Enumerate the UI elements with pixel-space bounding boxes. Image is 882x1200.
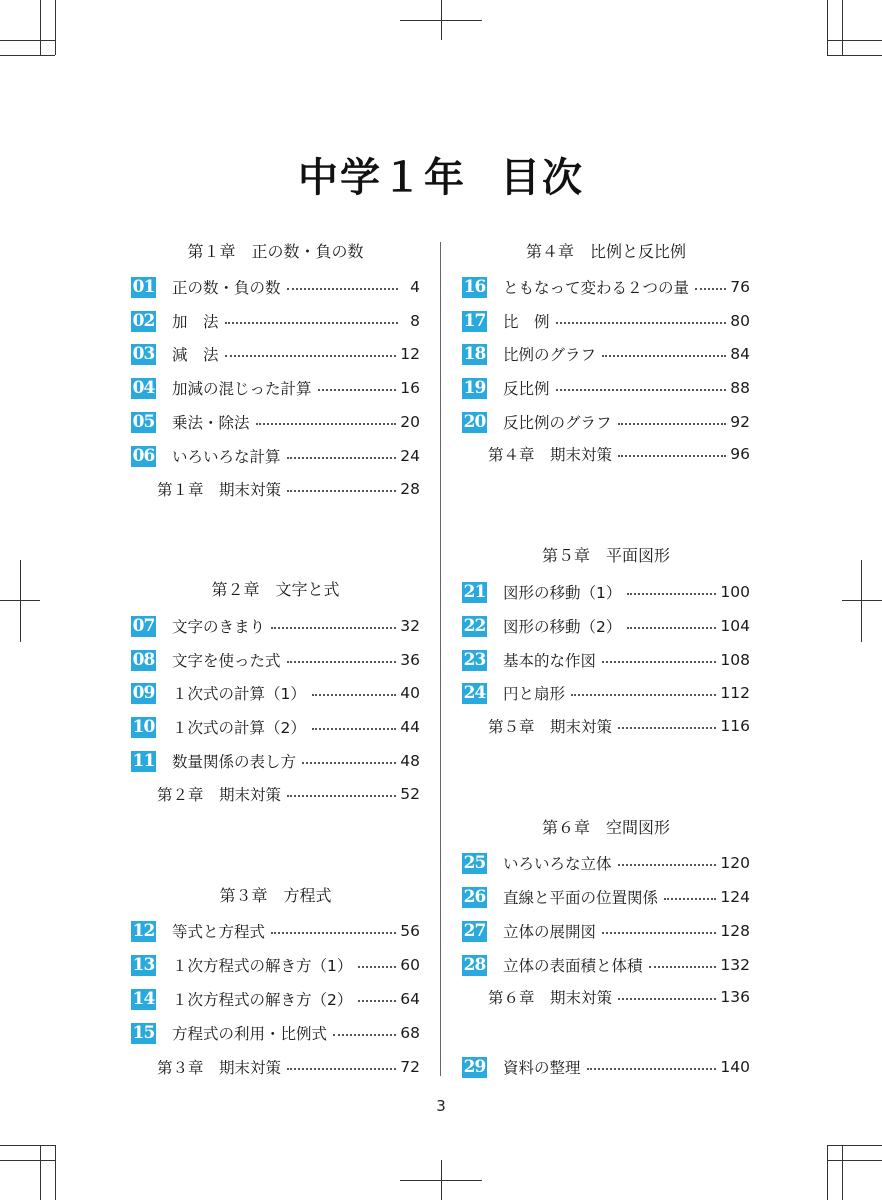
dot-leader xyxy=(587,1068,717,1070)
chapter-title: 方程式 xyxy=(283,886,332,905)
section-badge: 05 xyxy=(132,411,155,432)
toc-entry[interactable] xyxy=(462,682,750,704)
page-number: 52 xyxy=(400,785,420,803)
dot-leader xyxy=(287,661,397,663)
entry-label: 正の数・負の数 xyxy=(172,279,281,297)
crop-mark xyxy=(0,40,55,41)
chapter-title: 文字と式 xyxy=(275,580,340,599)
toc-review-entry[interactable] xyxy=(131,478,420,500)
title-sub: 目次 xyxy=(500,155,584,201)
toc-entry[interactable] xyxy=(131,343,420,365)
dot-leader xyxy=(318,389,397,391)
section-badge: 10 xyxy=(132,716,155,737)
page-number: 116 xyxy=(720,717,750,735)
dot-leader xyxy=(271,627,396,629)
dot-leader xyxy=(358,1000,396,1002)
crop-mark xyxy=(842,0,843,55)
entry-label: １次方程式の解き方（1） xyxy=(172,957,353,975)
entry-label: １次式の計算（1） xyxy=(172,685,306,703)
page-number: 96 xyxy=(730,445,750,463)
entry-label: 文字を使った式 xyxy=(172,652,281,670)
crop-mark xyxy=(55,0,56,55)
crop-mark xyxy=(0,1160,55,1161)
section-badge: 29 xyxy=(463,1056,486,1077)
toc-entry[interactable] xyxy=(462,276,750,298)
toc-entry[interactable] xyxy=(131,615,420,637)
dot-leader xyxy=(302,762,396,764)
section-badge: 17 xyxy=(463,310,486,331)
toc-entry[interactable] xyxy=(462,920,750,942)
chapter-title: 正の数・負の数 xyxy=(251,242,364,261)
chapter-number: 第５章 xyxy=(541,546,590,565)
page-number: 124 xyxy=(720,888,750,906)
page-number: 132 xyxy=(720,956,750,974)
dot-leader xyxy=(664,898,716,900)
chapter-heading xyxy=(131,580,420,600)
toc-entry[interactable] xyxy=(462,649,750,671)
dot-leader xyxy=(225,322,398,324)
entry-label: 第３章 期末対策 xyxy=(157,1059,282,1077)
toc-entry[interactable] xyxy=(131,716,420,738)
entry-label: 反比例 xyxy=(503,380,550,398)
dot-leader xyxy=(287,1068,396,1070)
toc-entry[interactable] xyxy=(131,920,420,942)
section-badge: 16 xyxy=(463,276,486,297)
toc-entry[interactable] xyxy=(131,445,420,467)
dot-leader xyxy=(695,288,726,290)
crop-mark xyxy=(55,1145,56,1200)
page-number: 108 xyxy=(720,651,750,669)
chapter-heading xyxy=(462,546,750,566)
dot-leader xyxy=(627,593,716,595)
section-badge: 06 xyxy=(132,445,155,466)
entry-label: 減 法 xyxy=(172,346,219,364)
page-number: 136 xyxy=(720,988,750,1006)
page-number: 100 xyxy=(720,583,750,601)
chapter-number: 第３章 xyxy=(219,886,268,905)
crop-mark xyxy=(20,560,21,642)
dot-leader xyxy=(618,998,716,1000)
chapter-number: 第２章 xyxy=(211,580,260,599)
page-number: 104 xyxy=(720,617,750,635)
section-badge: 18 xyxy=(463,343,486,364)
dot-leader xyxy=(618,864,717,866)
section-badge: 02 xyxy=(132,310,155,331)
entry-label: １次式の計算（2） xyxy=(172,719,306,737)
toc-review-entry[interactable] xyxy=(462,715,750,737)
section-badge: 01 xyxy=(132,276,155,297)
entry-label: 比例のグラフ xyxy=(503,346,597,364)
entry-label: 第６章 期末対策 xyxy=(488,989,613,1007)
dot-leader xyxy=(649,966,717,968)
page-number: 120 xyxy=(720,854,750,872)
crop-mark xyxy=(441,1160,442,1200)
entry-label: 図形の移動（2） xyxy=(503,618,622,636)
crop-mark xyxy=(861,560,862,642)
toc-entry[interactable] xyxy=(462,411,750,433)
dot-leader xyxy=(627,627,716,629)
crop-mark xyxy=(441,0,442,40)
toc-entry[interactable] xyxy=(131,649,420,671)
dot-leader xyxy=(556,389,727,391)
toc-entry[interactable] xyxy=(131,682,420,704)
chapter-heading xyxy=(131,886,420,906)
page-number: 68 xyxy=(400,1024,420,1042)
page-number: 40 xyxy=(400,684,420,702)
page-number: 88 xyxy=(730,379,750,397)
page-title xyxy=(0,146,882,203)
entry-label: 第１章 期末対策 xyxy=(157,481,282,499)
dot-leader xyxy=(571,694,716,696)
dot-leader xyxy=(287,795,396,797)
crop-mark xyxy=(40,1145,41,1200)
entry-label: 比 例 xyxy=(503,313,550,331)
crop-mark xyxy=(827,1145,882,1146)
section-badge: 22 xyxy=(463,615,486,636)
entry-label: 第２章 期末対策 xyxy=(157,786,282,804)
chapter-title: 平面図形 xyxy=(606,546,671,565)
page-number: 128 xyxy=(720,922,750,940)
entry-label: 第４章 期末対策 xyxy=(488,446,613,464)
section-badge: 04 xyxy=(132,377,155,398)
page-number: 12 xyxy=(400,345,420,363)
page-number: 48 xyxy=(400,752,420,770)
toc-review-entry[interactable] xyxy=(131,783,420,805)
toc-entry[interactable] xyxy=(462,581,750,603)
dot-leader xyxy=(271,932,396,934)
column-divider xyxy=(440,242,441,1076)
chapter-heading xyxy=(131,242,420,262)
page-number: 4 xyxy=(410,278,420,296)
entry-label: 資料の整理 xyxy=(503,1059,581,1077)
entry-label: 反比例のグラフ xyxy=(503,414,612,432)
toc-entry[interactable] xyxy=(131,988,420,1010)
dot-leader xyxy=(312,728,396,730)
toc-entry[interactable] xyxy=(462,1056,750,1078)
entry-label: いろいろな立体 xyxy=(503,855,612,873)
toc-review-entry[interactable] xyxy=(462,986,750,1008)
dot-leader xyxy=(602,932,716,934)
chapter-number: 第１章 xyxy=(187,242,236,261)
entry-label: 加 法 xyxy=(172,313,219,331)
chapter-number: 第４章 xyxy=(525,242,574,261)
section-badge: 21 xyxy=(463,581,486,602)
section-badge: 12 xyxy=(132,920,155,941)
page-number: 60 xyxy=(400,956,420,974)
page-number: 20 xyxy=(400,413,420,431)
toc-entry[interactable] xyxy=(462,343,750,365)
chapter-title: 比例と反比例 xyxy=(590,242,687,261)
dot-leader xyxy=(556,322,727,324)
toc-review-entry[interactable] xyxy=(131,1056,420,1078)
title-main: 中学１年 xyxy=(298,155,466,201)
page-number: 64 xyxy=(400,990,420,1008)
toc-entry[interactable] xyxy=(462,852,750,874)
dot-leader xyxy=(225,355,397,357)
entry-label: 加減の混じった計算 xyxy=(172,380,312,398)
crop-mark xyxy=(0,1145,55,1146)
entry-label: １次方程式の解き方（2） xyxy=(172,991,353,1009)
page-number: 56 xyxy=(400,922,420,940)
page-number: 84 xyxy=(730,345,750,363)
dot-leader xyxy=(618,727,716,729)
section-badge: 03 xyxy=(132,343,155,364)
crop-mark xyxy=(827,55,882,56)
section-badge: 14 xyxy=(132,988,155,1009)
section-badge: 23 xyxy=(463,649,486,670)
entry-label: 円と扇形 xyxy=(503,685,566,703)
crop-mark xyxy=(827,0,828,55)
page-number: 16 xyxy=(400,379,420,397)
toc-entry[interactable] xyxy=(131,276,420,298)
crop-mark xyxy=(827,1160,882,1161)
toc-entry[interactable] xyxy=(131,310,420,332)
page-number: 28 xyxy=(400,480,420,498)
dot-leader xyxy=(333,1034,396,1036)
section-badge: 09 xyxy=(132,682,155,703)
dot-leader xyxy=(312,694,396,696)
page-number: 36 xyxy=(400,651,420,669)
section-badge: 20 xyxy=(463,411,486,432)
section-badge: 07 xyxy=(132,615,155,636)
section-badge: 19 xyxy=(463,377,486,398)
page-number: 8 xyxy=(410,312,420,330)
dot-leader xyxy=(287,457,397,459)
section-badge: 28 xyxy=(463,954,486,975)
entry-label: ともなって変わる２つの量 xyxy=(503,279,690,297)
chapter-heading xyxy=(462,818,750,838)
page-number: 72 xyxy=(400,1058,420,1076)
section-badge: 26 xyxy=(463,886,486,907)
toc-entry[interactable] xyxy=(131,1022,420,1044)
dot-leader xyxy=(358,966,396,968)
chapter-title: 空間図形 xyxy=(606,818,671,837)
entry-label: 文字のきまり xyxy=(172,618,266,636)
toc-review-entry[interactable] xyxy=(462,443,750,465)
crop-mark xyxy=(0,55,55,56)
section-badge: 13 xyxy=(132,954,155,975)
toc-entry[interactable] xyxy=(462,377,750,399)
crop-mark xyxy=(40,0,41,55)
page-number: 32 xyxy=(400,617,420,635)
page-number: 76 xyxy=(730,278,750,296)
page-number: 80 xyxy=(730,312,750,330)
entry-label: 直線と平面の位置関係 xyxy=(503,889,659,907)
toc-entry[interactable] xyxy=(462,886,750,908)
crop-mark xyxy=(827,1145,828,1200)
section-badge: 24 xyxy=(463,682,486,703)
chapter-number: 第６章 xyxy=(541,818,590,837)
entry-label: 基本的な作図 xyxy=(503,652,597,670)
entry-label: 立体の展開図 xyxy=(503,923,597,941)
toc-entry[interactable] xyxy=(462,310,750,332)
page-number: 24 xyxy=(400,447,420,465)
crop-mark xyxy=(827,40,882,41)
toc-entry[interactable] xyxy=(131,377,420,399)
entry-label: 乗法・除法 xyxy=(172,414,250,432)
toc-entry[interactable] xyxy=(131,750,420,772)
page-number-footer: 3 xyxy=(436,1097,446,1115)
dot-leader xyxy=(287,490,396,492)
toc-entry[interactable] xyxy=(131,954,420,976)
page-number: 92 xyxy=(730,413,750,431)
entry-label: 第５章 期末対策 xyxy=(488,718,613,736)
section-badge: 11 xyxy=(132,750,155,771)
entry-label: 数量関係の表し方 xyxy=(172,753,297,771)
dot-leader xyxy=(256,423,397,425)
page-number: 112 xyxy=(720,684,750,702)
entry-label: 等式と方程式 xyxy=(172,923,266,941)
toc-entry[interactable] xyxy=(131,411,420,433)
entry-label: 立体の表面積と体積 xyxy=(503,957,643,975)
section-badge: 27 xyxy=(463,920,486,941)
section-badge: 25 xyxy=(463,852,486,873)
dot-leader xyxy=(618,455,726,457)
page-number: 44 xyxy=(400,718,420,736)
entry-label: いろいろな計算 xyxy=(172,448,281,466)
crop-mark xyxy=(842,1145,843,1200)
entry-label: 方程式の利用・比例式 xyxy=(172,1025,328,1043)
dot-leader xyxy=(287,288,398,290)
crop-mark xyxy=(842,600,882,601)
dot-leader xyxy=(602,355,726,357)
section-badge: 08 xyxy=(132,649,155,670)
toc-entry[interactable] xyxy=(462,615,750,637)
page-number: 140 xyxy=(720,1058,750,1076)
chapter-heading xyxy=(462,242,750,262)
section-badge: 15 xyxy=(132,1022,155,1043)
toc-entry[interactable] xyxy=(462,954,750,976)
dot-leader xyxy=(618,423,727,425)
entry-label: 図形の移動（1） xyxy=(503,584,622,602)
dot-leader xyxy=(602,661,716,663)
